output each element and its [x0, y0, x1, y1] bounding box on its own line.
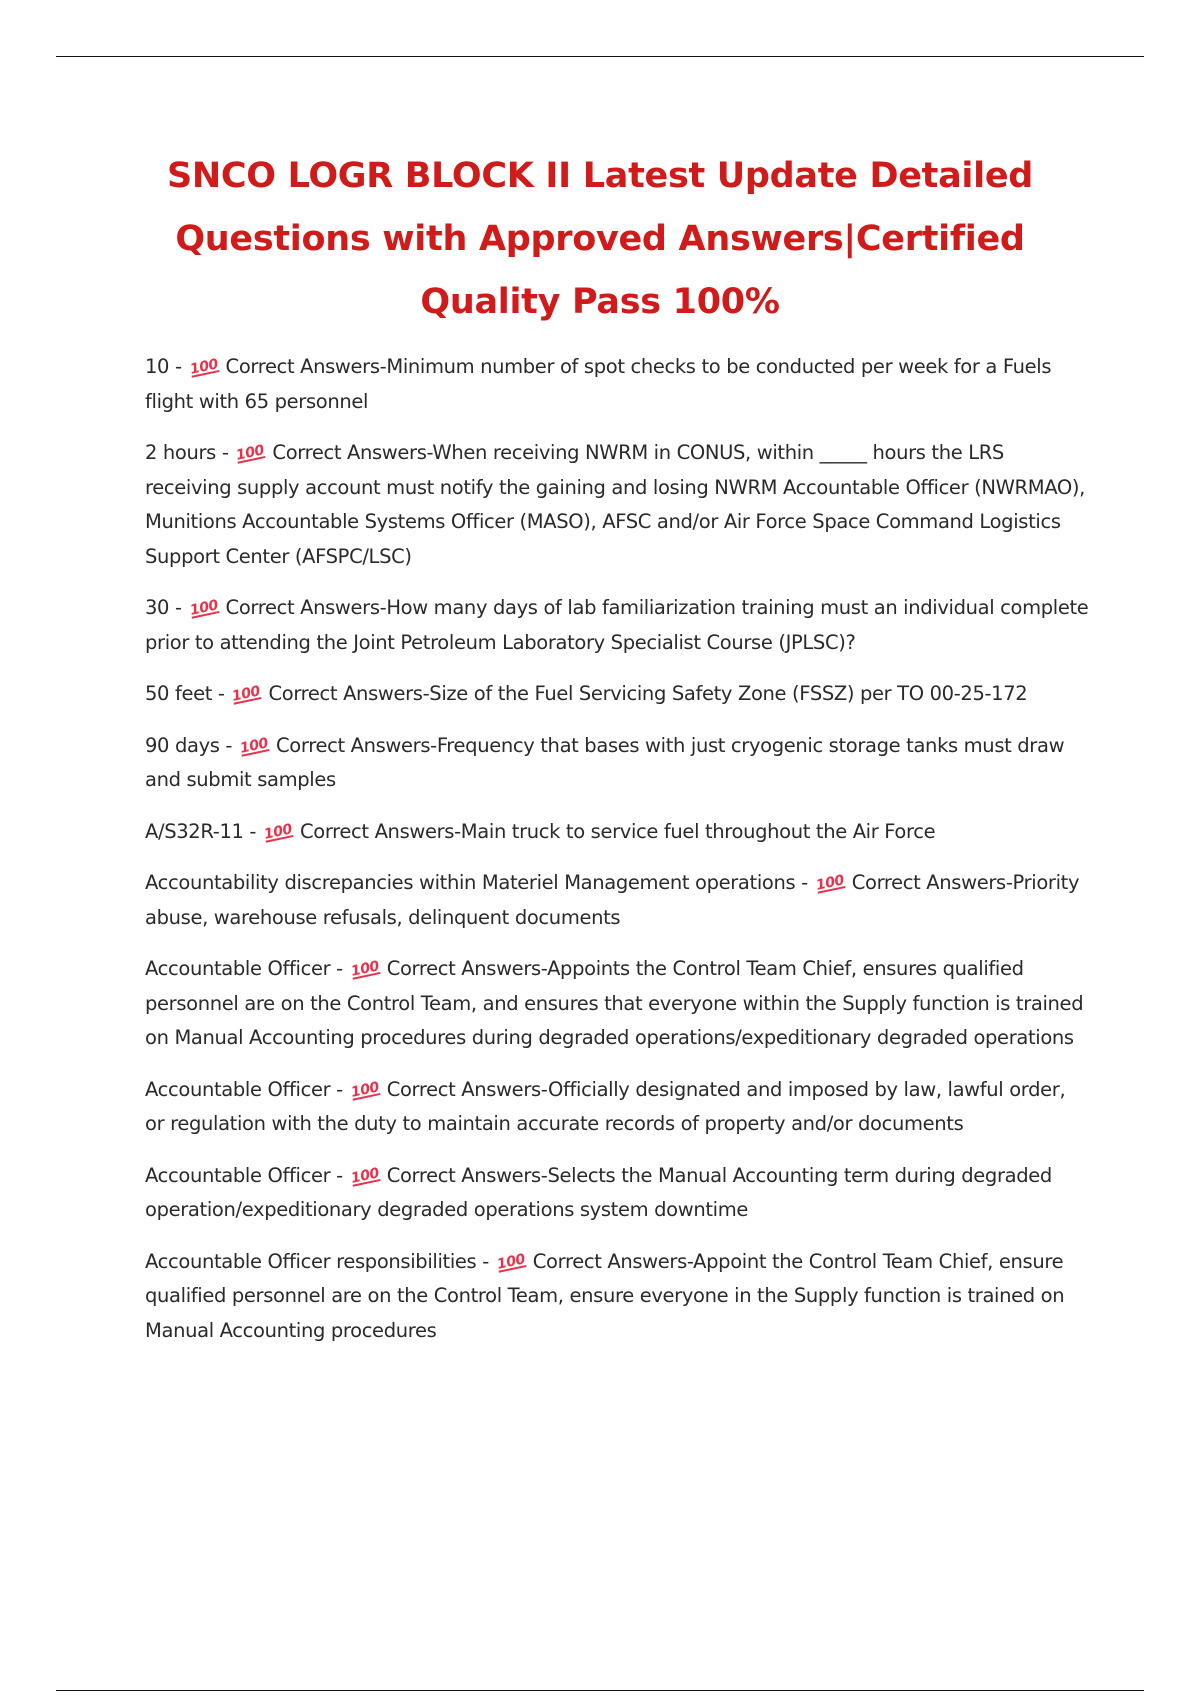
- entry-answer-label: Correct Answers-: [300, 819, 461, 843]
- entry-term: 2 hours -: [145, 441, 235, 464]
- qa-entry: [145, 677, 1090, 712]
- entry-answer-label: Correct Answers-: [532, 1249, 694, 1273]
- hundred-points-icon: 100: [814, 872, 846, 894]
- qa-entry: [145, 866, 1090, 935]
- qa-entry: [145, 815, 1090, 850]
- hundred-points-icon: 100: [262, 820, 294, 843]
- entry-term: Accountable Officer -: [145, 1163, 349, 1187]
- entry-term: A/S32R-11 -: [145, 819, 262, 843]
- qa-entry: [145, 1073, 1090, 1142]
- entry-definition: Appoint the Control Team Chief, ensure qualified personnel are on the Control Team, ensure everyone in the Supply function is trained on Manual Accounting procedures: [145, 1249, 1065, 1342]
- entry-term: 90 days -: [145, 733, 238, 757]
- entry-term: Accountable Officer responsibilities -: [145, 1249, 495, 1273]
- entry-definition: How many days of lab familiarization training must an individual complete prior to attending the Joint Petroleum Laboratory Specialist Course (JPLSC)?: [145, 596, 1089, 654]
- entry-answer-label: Correct Answers-: [225, 355, 387, 378]
- entry-answer-label: Correct Answers-: [225, 596, 387, 619]
- entry-definition: Selects the Manual Accounting term during degraded operation/expeditionary degraded operations system downtime: [145, 1163, 1052, 1221]
- entry-definition: Size of the Fuel Servicing Safety Zone (FSSZ) per TO 00-25-172: [429, 682, 1028, 705]
- entry-term: Accountability discrepancies within Materiel Management operations -: [145, 871, 814, 894]
- hundred-points-icon: 100: [349, 1078, 381, 1101]
- entry-answer-label: Correct Answers-: [386, 1163, 548, 1187]
- entry-answer-label: Correct Answers-: [386, 957, 548, 980]
- top-rule: [56, 56, 1144, 57]
- entry-term: Accountable Officer -: [145, 1077, 349, 1101]
- qa-list: [145, 350, 1090, 1365]
- entry-term: 30 -: [145, 596, 188, 619]
- hundred-points-icon: 100: [238, 734, 270, 757]
- entry-answer-label: Correct Answers-: [276, 733, 437, 757]
- entry-answer-label: Correct Answers-: [268, 682, 430, 705]
- bottom-rule: [56, 1690, 1144, 1691]
- hundred-points-icon: 100: [188, 356, 220, 378]
- hundred-points-icon: 100: [235, 442, 266, 464]
- entry-definition: Priority abuse, warehouse refusals, delinquent documents: [145, 871, 1080, 929]
- qa-entry: [145, 350, 1090, 419]
- entry-definition: Appoints the Control Team Chief, ensures qualified personnel are on the Control Team, and ensures that everyone within the Supply function is trained on Manual Accounting procedures during degraded operations/expeditionary degraded operations: [145, 957, 1084, 1049]
- entry-answer-label: Correct Answers-: [851, 871, 1013, 894]
- qa-entry: [145, 1159, 1090, 1228]
- qa-entry: [145, 436, 1090, 574]
- hundred-points-icon: 100: [349, 958, 381, 980]
- entry-term: 50 feet -: [145, 682, 231, 705]
- hundred-points-icon: 100: [495, 1250, 527, 1273]
- entry-term: 10 -: [145, 355, 188, 378]
- qa-entry: [145, 952, 1090, 1056]
- qa-entry: [145, 591, 1090, 660]
- entry-answer-label: Correct Answers-: [272, 441, 433, 464]
- hundred-points-icon: 100: [188, 597, 220, 619]
- qa-entry: [145, 729, 1090, 798]
- entry-definition: Officially designated and imposed by law, lawful order, or regulation with the duty to maintain accurate records of property and/or documents: [145, 1077, 1066, 1135]
- entry-definition: Main truck to service fuel throughout the Air Force: [460, 819, 936, 843]
- entry-answer-label: Correct Answers-: [386, 1077, 549, 1101]
- hundred-points-icon: 100: [349, 1164, 381, 1187]
- qa-entry: [145, 1245, 1090, 1349]
- entry-definition: Frequency that bases with just cryogenic storage tanks must draw and submit samples: [145, 733, 1065, 791]
- entry-term: Accountable Officer -: [145, 957, 349, 980]
- document-title: SNCO LOGR BLOCK II Latest Update Detailed Questions with Approved Answers|Certified Quality Pass 100%: [166, 156, 1034, 322]
- entry-definition: When receiving NWRM in CONUS, within _____ hours the LRS receiving supply account must notify the gaining and losing NWRM Accountable Officer (NWRMAO), Munitions Accountable Systems Officer (MASO), AFSC and/or Air Force Space Command Logistics Support Center (AFSPC/LSC): [145, 441, 1085, 568]
- entry-definition: Minimum number of spot checks to be conducted per week for a Fuels flight with 65 personnel: [145, 355, 1052, 413]
- hundred-points-icon: 100: [231, 683, 262, 705]
